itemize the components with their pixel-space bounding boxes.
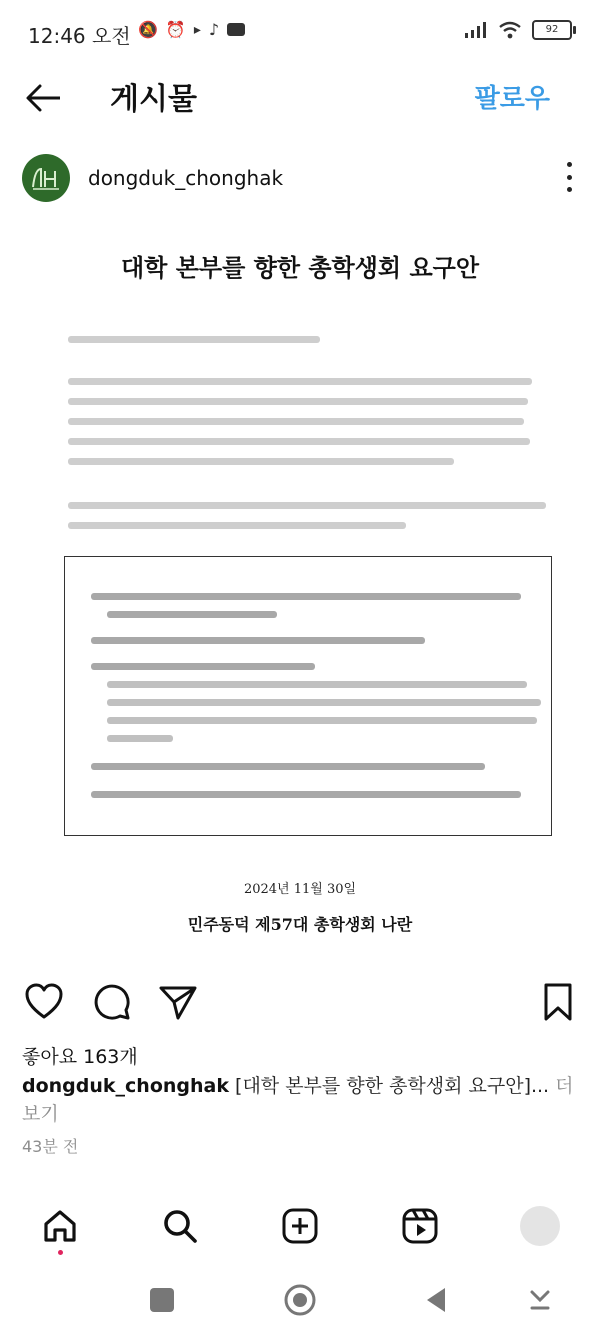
blurred-text-line (107, 611, 277, 618)
avatar[interactable] (22, 154, 70, 202)
blurred-text-line (68, 378, 532, 385)
alarm-icon: ⏰ (165, 20, 186, 39)
bookmark-icon[interactable] (536, 980, 580, 1024)
blurred-text-line (91, 663, 315, 670)
battery-level: 92 (545, 24, 559, 35)
avatar-logo-icon (29, 163, 63, 193)
create-icon (280, 1206, 320, 1246)
home-icon (40, 1206, 80, 1246)
blurred-text-line (91, 637, 425, 644)
like-count[interactable]: 좋아요 163개 (22, 1046, 138, 1068)
blurred-text-line (68, 336, 320, 343)
circle-icon (283, 1283, 317, 1317)
tab-reels[interactable] (396, 1202, 444, 1250)
tab-search[interactable] (156, 1202, 204, 1250)
youtube-icon (227, 23, 245, 36)
blurred-text-line (68, 458, 454, 465)
wifi-icon (498, 21, 522, 39)
back-button[interactable] (416, 1280, 456, 1320)
document-signature: 민주동덕 제57대 총학생회 나란 (187, 915, 413, 934)
post-username[interactable]: dongduk_chonghak (88, 166, 284, 190)
reels-icon (400, 1206, 440, 1246)
square-icon (150, 1288, 174, 1312)
play-icon: ▸ (193, 21, 201, 38)
post-header (0, 148, 600, 212)
bottom-tab-bar (0, 1196, 600, 1260)
system-nav-bar (0, 1266, 600, 1333)
tab-create[interactable] (276, 1202, 324, 1250)
back-arrow-icon[interactable] (22, 78, 66, 118)
back-triangle-icon (423, 1286, 449, 1314)
blurred-text-line (107, 717, 537, 724)
tab-profile[interactable] (516, 1202, 564, 1250)
post-timestamp: 43분 전 (22, 1137, 79, 1156)
heart-icon[interactable] (22, 980, 66, 1024)
blurred-text-line (68, 502, 546, 509)
follow-button[interactable]: 팔로우 (474, 84, 550, 114)
post-image[interactable] (0, 226, 600, 966)
tiktok-icon: ♪ (208, 20, 220, 39)
document-title: 대학 본부를 향한 총학생회 요구안 (121, 254, 479, 282)
status-time: 12:46 오전 (28, 24, 131, 48)
tab-home[interactable] (36, 1202, 84, 1250)
profile-icon (520, 1206, 560, 1246)
more-link[interactable]: 더 보기 (22, 1075, 574, 1125)
blurred-text-line (68, 438, 530, 445)
battery-icon (532, 20, 572, 40)
down-arrow-icon (528, 1286, 552, 1314)
post-actions (0, 980, 600, 1026)
mute-bell-icon: 🔕 (138, 20, 158, 39)
document-date: 2024년 11월 30일 (243, 882, 357, 897)
caption-text: [대학 본부를 향한 총학생회 요구안]... (229, 1075, 550, 1097)
search-icon (160, 1206, 200, 1246)
recents-button[interactable] (142, 1280, 182, 1320)
blurred-text-line (107, 699, 541, 706)
comment-icon[interactable] (90, 980, 134, 1024)
blurred-text-line (91, 593, 521, 600)
home-button[interactable] (280, 1280, 320, 1320)
blurred-text-line (68, 418, 524, 425)
status-bar (0, 0, 600, 64)
blurred-text-line (68, 398, 528, 405)
blurred-text-line (91, 791, 521, 798)
notification-dot (58, 1250, 63, 1255)
blurred-text-line (91, 763, 485, 770)
share-icon[interactable] (156, 980, 200, 1024)
blurred-text-line (107, 735, 173, 742)
nav-extra-button[interactable] (520, 1280, 560, 1320)
top-app-bar (0, 64, 600, 134)
blurred-text-line (68, 522, 406, 529)
kebab-menu-icon[interactable] (564, 162, 574, 192)
signal-icon (464, 22, 488, 38)
caption-username[interactable]: dongduk_chonghak (22, 1075, 229, 1097)
demands-box (64, 556, 552, 836)
blurred-text-line (107, 681, 527, 688)
page-title: 게시물 (110, 82, 197, 117)
status-right-icons (464, 20, 572, 40)
status-left-icons (138, 20, 245, 39)
post-caption[interactable] (22, 1072, 582, 1128)
